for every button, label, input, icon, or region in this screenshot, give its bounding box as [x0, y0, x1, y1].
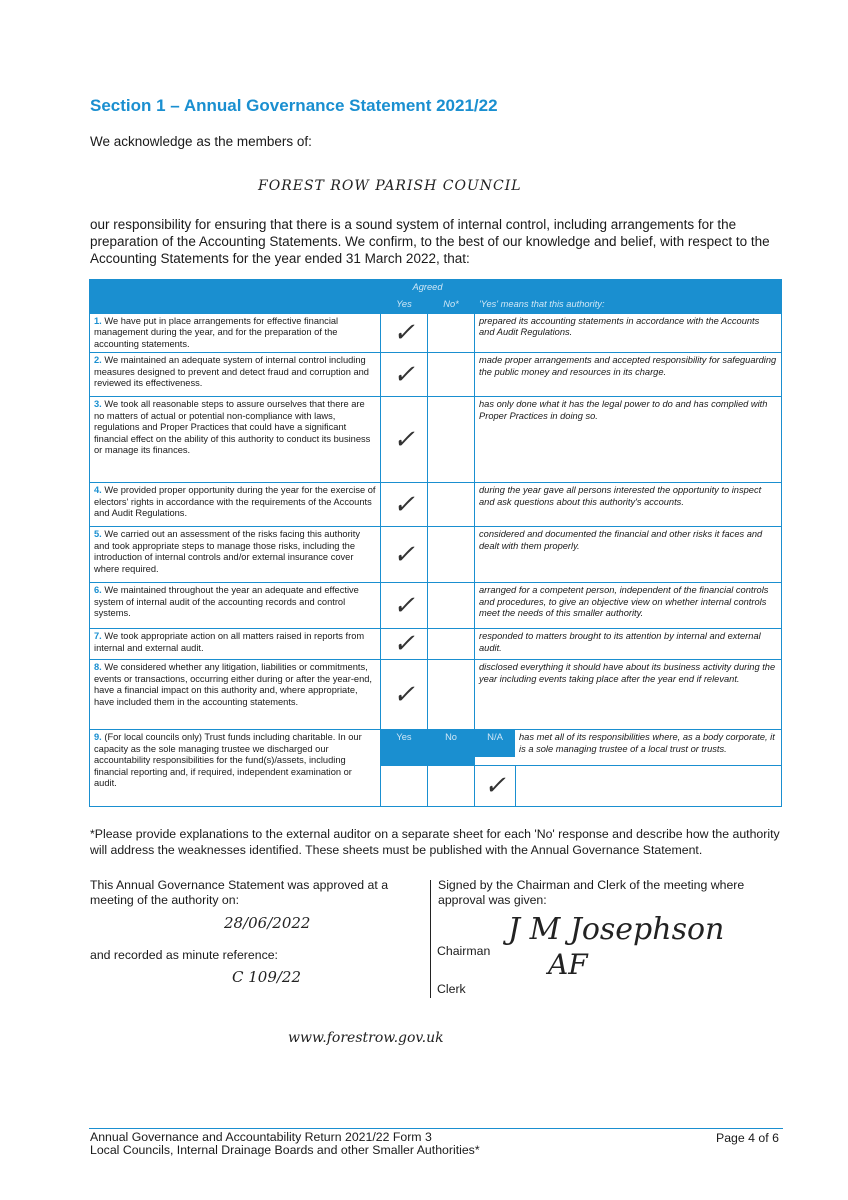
minute-label: and recorded as minute reference:: [90, 948, 278, 962]
table-row: 2. We maintained an adequate system of internal control including measures designed to prevent and detect fraud and corruption and reviewed its effectiveness. ✓ made proper arrangements and accepted responsibility for safeguarding the public money and resources in its charge.: [90, 353, 782, 397]
footer-line-1: Annual Governance and Accountability Return 2021/22 Form 3: [90, 1130, 432, 1144]
table-row-trust: 9. (For local councils only) Trust funds including charitable. In our capacity as the sole managing trustee we discharged our accountability responsibilities for the fund(s)/assets, including financial reporting and, if required, independent examination or audit. Yes No N/A has met all of its responsibilities where, as a body corporate, it is a sole managing trustee of a local trust or trusts.: [90, 730, 782, 766]
meaning-text: during the year gave all persons interested the opportunity to inspect and ask questions about this authority's accounts.: [475, 483, 782, 527]
agreed-header: Agreed: [381, 280, 475, 297]
means-header: 'Yes' means that this authority:: [475, 296, 782, 313]
table-row: 8. We considered whether any litigation, liabilities or commitments, events or transactions, occurring either during or after the year-end, have a financial impact on this authority and, where appropriate, have included them in the accounting statements. ✓ disclosed everything it should have about its business activity during the year including events taking place after the year end if relevant.: [90, 660, 782, 730]
statement-text: We maintained throughout the year an adequate and effective system of internal audit of the accounting records and control systems.: [94, 585, 359, 618]
no-checkbox[interactable]: [428, 583, 475, 629]
no-checkbox[interactable]: [428, 629, 475, 660]
trust-na-checkbox[interactable]: ✓: [475, 766, 516, 806]
meaning-text: responded to matters brought to its attention by internal and external audit.: [475, 629, 782, 660]
signed-text: Signed by the Chairman and Clerk of the meeting where approval was given:: [438, 878, 745, 907]
trust-na-header: N/A: [475, 730, 515, 757]
trust-yes-checkbox[interactable]: [381, 766, 428, 807]
trust-yes-header: Yes: [381, 730, 428, 766]
clerk-label: Clerk: [437, 982, 466, 996]
page-number: Page 4 of 6: [716, 1131, 779, 1145]
meaning-text: arranged for a competent person, independent of the financial controls and procedures, to give an objective view on whether internal controls meet the needs of this smaller authority.: [475, 583, 782, 629]
statement-text: We considered whether any litigation, liabilities or commitments, events or transactions, occurring either during or after the year-end, have a financial impact on this authority and, where appropriate, have included them in the accounting statements.: [94, 662, 373, 707]
footer-rule: [89, 1128, 783, 1129]
footer-text: [90, 1131, 480, 1157]
yes-header: Yes: [381, 296, 428, 313]
yes-checkbox[interactable]: ✓: [381, 483, 428, 527]
no-checkbox[interactable]: [428, 353, 475, 397]
statement-text: We took appropriate action on all matters raised in reports from internal and external audit.: [94, 631, 365, 653]
yes-checkbox[interactable]: ✓: [381, 583, 428, 629]
statement-text: We carried out an assessment of the risks facing this authority and took appropriate steps to manage those risks, including the introduction of internal controls and/or external insurance cover where required.: [94, 529, 360, 574]
table-row: 3. We took all reasonable steps to assure ourselves that there are no matters of actual or potential non-compliance with laws, regulations and Proper Practices that could have a significant financial effect on the ability of this authority to conduct its business or manage its finances. ✓ has only done what it has the legal power to do and has complied with Proper Practices in doing so.: [90, 397, 782, 483]
meaning-text: has only done what it has the legal power to do and has complied with Proper Practices in doing so.: [475, 397, 782, 483]
council-name-handwritten: FOREST ROW PARISH COUNCIL: [258, 178, 522, 194]
signature-divider: [430, 880, 431, 998]
statement-text: We have put in place arrangements for effective financial management during the year, and for the preparation of the accounting statements.: [94, 315, 339, 349]
table-row: 1. We have put in place arrangements for effective financial management during the year, and for the preparation of the accounting statements. ✓ prepared its accounting statements in accordance with the Accounts and Audit Regulations.: [90, 313, 782, 353]
yes-checkbox[interactable]: ✓: [381, 313, 428, 353]
chairman-signature: J M Josephson: [508, 912, 725, 947]
table-row: 5. We carried out an assessment of the risks facing this authority and took appropriate steps to manage those risks, including the introduction of internal controls and/or external insurance cover where required. ✓ considered and documented the financial and other risks it faces and dealt with them properly.: [90, 527, 782, 583]
yes-checkbox[interactable]: ✓: [381, 629, 428, 660]
no-checkbox[interactable]: [428, 313, 475, 353]
statement-text: We took all reasonable steps to assure ourselves that there are no matters of actual or potential non-compliance with laws, regulations and Proper Practices that could have a significant financial effect on the ability of this authority to conduct its business or manage its finances.: [94, 399, 371, 455]
yes-checkbox[interactable]: ✓: [381, 527, 428, 583]
footnote: *Please provide explanations to the external auditor on a separate sheet for each 'No' response and describe how the authority will address the weaknesses identified. These sheets must be published with the Annual Governance Statement.: [90, 827, 780, 857]
trust-no-checkbox[interactable]: [428, 766, 475, 807]
responsibility-text: our responsibility for ensuring that there is a sound system of internal control, including arrangements for the preparation of the Accounting Statements. We confirm, to the best of our knowledge and belief, with respect to the Accounting Statements for the year ended 31 March 2022, that:: [90, 217, 770, 266]
website-handwritten: www.forestrow.gov.uk: [288, 1030, 444, 1046]
chairman-label: Chairman: [437, 944, 491, 958]
meaning-text: disclosed everything it should have about its business activity during the year including events taking place after the year end if relevant.: [475, 660, 782, 730]
table-row: 6. We maintained throughout the year an adequate and effective system of internal audit of the accounting records and control systems. ✓ arranged for a competent person, independent of the financial controls and procedures, to give an objective view on whether internal controls meet the needs of this smaller authority.: [90, 583, 782, 629]
intro-text: We acknowledge as the members of:: [90, 134, 312, 149]
statement-text: We maintained an adequate system of internal control including measures designed to prevent and detect fraud and corruption and reviewed its effectiveness.: [94, 355, 369, 388]
yes-checkbox[interactable]: ✓: [381, 397, 428, 483]
no-header: No*: [428, 296, 475, 313]
yes-checkbox[interactable]: ✓: [381, 660, 428, 730]
meaning-text: prepared its accounting statements in accordance with the Accounts and Audit Regulations.: [475, 313, 782, 353]
trust-no-header: No: [428, 730, 475, 766]
no-checkbox[interactable]: [428, 397, 475, 483]
statement-text: (For local councils only) Trust funds including charitable. In our capacity as the sole managing trustee we discharged our accountability responsibilities for the fund(s)/assets, including financial reporting and, if required, independent examination or audit.: [94, 732, 362, 788]
yes-checkbox[interactable]: ✓: [381, 353, 428, 397]
minute-reference: C 109/22: [232, 968, 302, 986]
approved-text: This Annual Governance Statement was approved at a meeting of the authority on:: [90, 878, 389, 907]
clerk-signature: AF: [548, 948, 588, 981]
table-row: 4. We provided proper opportunity during the year for the exercise of electors' rights in accordance with the requirements of the Accounts and Audit Regulations. ✓ during the year gave all persons interested the opportunity to inspect and ask questions about this authority's accounts.: [90, 483, 782, 527]
meaning-text: considered and documented the financial and other risks it faces and dealt with them properly.: [475, 527, 782, 583]
no-checkbox[interactable]: [428, 660, 475, 730]
section-title: Section 1 – Annual Governance Statement 2021/22: [90, 96, 498, 115]
meaning-text: made proper arrangements and accepted responsibility for safeguarding the public money and resources in its charge.: [475, 353, 782, 397]
trust-meaning-text: has met all of its responsibilities where, as a body corporate, it is a sole managing trustee of a local trust or trusts.: [519, 732, 775, 754]
governance-table: [89, 279, 782, 807]
approval-date: 28/06/2022: [224, 914, 311, 932]
table-row: 7. We took appropriate action on all matters raised in reports from internal and external audit. ✓ responded to matters brought to its attention by internal and external audit.: [90, 629, 782, 660]
no-checkbox[interactable]: [428, 483, 475, 527]
statement-text: We provided proper opportunity during the year for the exercise of electors' rights in accordance with the requirements of the Accounts and Audit Regulations.: [94, 485, 376, 518]
footer-line-2: Local Councils, Internal Drainage Boards and other Smaller Authorities*: [90, 1143, 480, 1157]
no-checkbox[interactable]: [428, 527, 475, 583]
